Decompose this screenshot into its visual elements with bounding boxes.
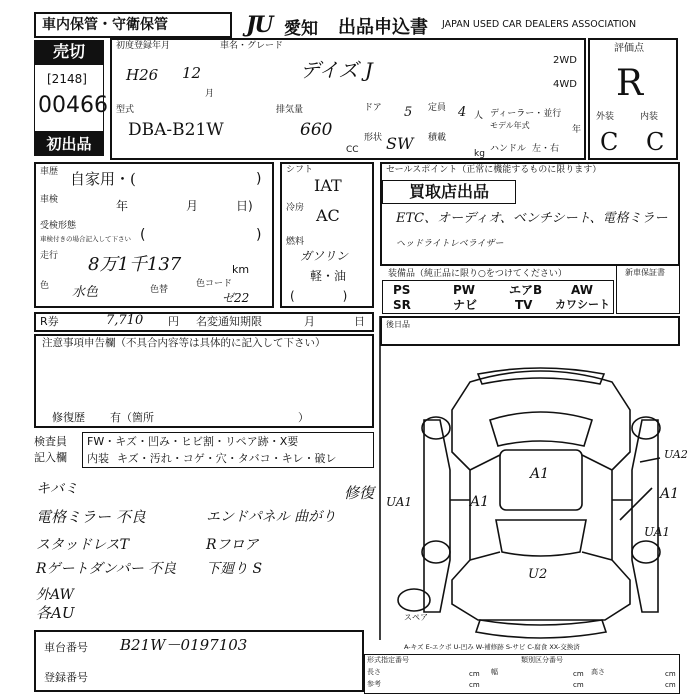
note-yellowing: キバミ (36, 481, 78, 497)
note-ext-aw: 外AW (36, 587, 74, 603)
mark-left-ua1: UA1 (386, 495, 413, 509)
wheel-rear-right (632, 541, 660, 563)
after-sales-frame (380, 316, 680, 346)
left-side-panel (424, 420, 450, 612)
load-label: 積載 (428, 133, 447, 143)
rear-window (496, 520, 586, 556)
mark-right-ua2: UA2 (664, 448, 688, 461)
cert-label: 形式指定番号 (367, 656, 409, 664)
yen-unit: 円 (168, 315, 179, 328)
record-label: 記入欄 (34, 451, 67, 464)
first-reg-month: 12 (182, 64, 202, 82)
repair-close: ） (298, 411, 309, 424)
inspection-label: 車検 (40, 195, 59, 205)
equip-ps: PS (393, 283, 411, 297)
km-unit: km (232, 263, 250, 276)
ref-label: 参考 (367, 680, 381, 688)
shift-label: シフト (286, 165, 314, 175)
displacement-label: 排気量 (276, 105, 304, 115)
rating-value: R (616, 63, 644, 104)
spare-tire (398, 589, 430, 611)
wheel-front-left (422, 417, 450, 439)
equip-tv: TV (515, 298, 533, 312)
note-studless: スタッドレスT (36, 537, 129, 553)
sales-point-line2: ヘッドライトレベライザー (396, 239, 504, 249)
mileage-label: 走行 (40, 251, 59, 261)
mark-right-ua1: UA1 (644, 525, 671, 539)
tax-day-unit: 日 (354, 315, 365, 328)
color-value: 水色 (72, 285, 99, 300)
reception-open: ( (140, 227, 146, 243)
capacity-value: 4 (458, 105, 467, 120)
note-all-au: 各AU (36, 604, 75, 622)
right-damage-stroke (620, 488, 652, 520)
chassis-value: B21W－0197103 (120, 636, 248, 654)
equip-aw: AW (571, 283, 593, 297)
note-mirror: 電格ミラー 不良 (36, 508, 146, 526)
chassis-label: 車台番号 (44, 641, 88, 654)
check-row-exterior: FW・キズ・凹み・ヒビ割・リペア跡・X要 (87, 435, 299, 448)
warranty-label: 新車保証書 (625, 268, 665, 277)
lot-box (34, 64, 108, 132)
aircon-label: 冷房 (286, 203, 305, 213)
association-name: JAPAN USED CAR DEALERS ASSOCIATION (442, 19, 637, 30)
inspector-label: 検査員 (34, 435, 67, 448)
rear-bumper (476, 620, 606, 638)
first-reg-label: 初度登録年月 (116, 41, 171, 51)
color-code-label: 色コード (196, 279, 233, 289)
equipment-grid (382, 280, 614, 314)
equip-airbag: エアB (509, 283, 543, 297)
first-reg-year: H26 (126, 66, 159, 84)
model-year-label: モデル年式 (490, 121, 530, 130)
tax-month-unit: 月 (304, 315, 315, 328)
mark-right-a1: A1 (660, 486, 680, 502)
note-repair: 修復 (344, 484, 375, 502)
color-code-value: ゼ22 (222, 291, 250, 305)
note-underbody: 下廻り S (206, 561, 263, 577)
exterior-grade: C (600, 128, 619, 156)
first-listing-badge: 初出品 (34, 132, 104, 156)
check-row-interior-label: 内装 (87, 452, 109, 465)
equip-bench-seat: カワシート (555, 298, 610, 311)
handle-label: ハンドル (490, 144, 527, 154)
shift-value: IAT (314, 176, 342, 195)
note-end-panel: エンドパネル 曲がり (206, 509, 337, 525)
ref-unit-3: cm (665, 681, 676, 689)
height-label: 高さ (591, 668, 605, 676)
equip-navi: ナビ (453, 298, 478, 312)
height-unit: cm (665, 670, 676, 678)
handle-options: 左・右 (532, 144, 560, 154)
body-type-value: SW (386, 134, 414, 153)
car-name-value: デイズ J (300, 58, 373, 82)
check-row-interior: キズ・汚れ・コゲ・穴・タバコ・キレ・破レ (117, 452, 337, 465)
kg-unit: kg (474, 149, 485, 159)
front-bumper (478, 368, 604, 384)
length-label: 長さ (367, 668, 381, 676)
model-value: DBA-B21W (128, 120, 224, 140)
recycle-value: 7,710 (106, 313, 144, 328)
sales-point-line1: ETC、オーディオ、ベンチシート、電格ミラー (396, 211, 668, 226)
car-outline (452, 371, 630, 620)
interior-grade: C (646, 128, 665, 156)
length-unit: cm (469, 670, 480, 678)
wheel-front-right (632, 417, 660, 439)
note-rear-floor: Rフロア (206, 537, 259, 553)
fuel-gasoline: ガソリン (300, 249, 349, 263)
form-title: 出品申込書 (338, 17, 428, 38)
door-value: 5 (404, 105, 413, 120)
exterior-label: 外装 (596, 112, 615, 122)
capacity-label: 定員 (428, 103, 447, 113)
color-label: 色 (40, 281, 50, 291)
dealer-label: ディーラー・並行 (490, 109, 562, 119)
recycle-label: R券 (40, 315, 59, 328)
storage-label: 車内保管・守衛保管 (42, 17, 168, 33)
spare-label: スペア (404, 613, 428, 622)
notes-label: 注意事項申告欄（不具合内容等は具体的に記入して下さい） (42, 337, 326, 349)
vehicle-info-frame (110, 38, 586, 160)
car-name-label: 車名・グレード (220, 41, 284, 51)
category-label: 類別区分番号 (521, 656, 563, 664)
equipment-label: 装備品（純正品に限り○をつけてください） (388, 269, 567, 279)
tax-notice-label: 名変通知期限 (196, 315, 262, 328)
right-side-panel (632, 420, 658, 612)
sold-badge: 売切 (34, 40, 104, 64)
rating-label: 評価点 (614, 43, 644, 54)
person-unit: 人 (474, 111, 484, 121)
fuel-other: ( ) (290, 289, 348, 303)
ju-logo: JU (246, 12, 272, 38)
check-grid (82, 432, 374, 468)
aircon-value: AC (316, 206, 340, 225)
reg-label: 登録番号 (44, 671, 88, 684)
body-type-label: 形状 (364, 133, 383, 143)
ref-unit-2: cm (573, 681, 584, 689)
damage-legend: A-キズ E-エクボ U-凹み W-補修跡 S-サビ C-腐食 XX-交換済 (404, 643, 580, 651)
equip-sr: SR (393, 298, 411, 312)
lot-code: [2148] (47, 72, 87, 86)
note-gate-damper: Rゲートダンパー 不良 (36, 561, 177, 577)
brand-name: 愛知 (284, 19, 318, 39)
width-label: 幅 (491, 668, 498, 676)
inspection-day-unit: 日) (236, 199, 253, 213)
interior-label: 内装 (640, 112, 659, 122)
buyback-banner: 買取店出品 (382, 180, 516, 204)
model-year-unit: 年 (572, 125, 582, 135)
after-sales-label: 後日品 (386, 320, 410, 329)
model-label: 型式 (116, 105, 135, 115)
reception-note: 車検付きの場合記入して下さい (40, 235, 131, 243)
warranty-box (616, 264, 680, 314)
reception-label: 受検形態 (40, 221, 77, 231)
mileage-value: 8万1千137 (88, 254, 182, 275)
inspection-month-unit: 月 (186, 199, 199, 213)
mark-rear-u2: U2 (528, 567, 548, 582)
month-unit: 月 (205, 89, 215, 99)
vehicle-type-value: 自家用・( (70, 170, 136, 188)
fuel-label: 燃料 (286, 237, 305, 247)
sales-point-label: セールスポイント（正常に機能するものに限ります） (386, 165, 602, 175)
repair-label: 修復歴 (52, 411, 85, 424)
displacement-value: 660 (300, 120, 333, 140)
roof (500, 450, 582, 510)
ref-unit-1: cm (469, 681, 480, 689)
vehicle-type-label: 車歴 (40, 167, 59, 177)
wheel-rear-left (422, 541, 450, 563)
door-label: ドア (364, 103, 382, 113)
vehicle-type-close: ) (256, 171, 262, 187)
cc-unit: CC (346, 145, 359, 155)
color-change-label: 色替 (150, 285, 169, 295)
repair-value: 有（箇所 (110, 411, 154, 424)
drive-2wd: 2WD (553, 55, 577, 66)
lot-number: 00466 (38, 93, 108, 118)
equip-pw: PW (453, 283, 476, 297)
mark-left-a1: A1 (470, 494, 490, 510)
width-unit: cm (573, 670, 584, 678)
reception-close: ) (256, 227, 262, 243)
windshield (490, 412, 592, 446)
fuel-diesel: 軽・油 (310, 269, 347, 283)
spec-table (364, 654, 680, 694)
inspection-year-unit: 年 (116, 199, 129, 213)
mark-roof-a1: A1 (530, 466, 550, 482)
storage-box (34, 12, 232, 38)
drive-4wd: 4WD (553, 79, 577, 90)
